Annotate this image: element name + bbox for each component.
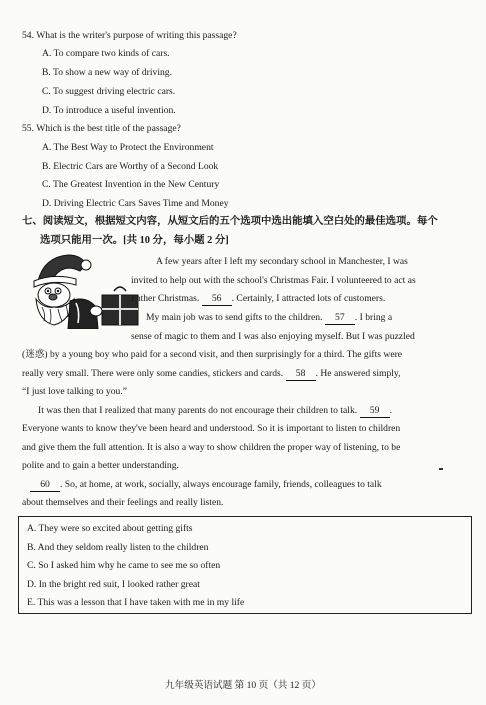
passage-line: about themselves and their feelings and really listen.: [22, 497, 224, 508]
question-55-option-a: A. The Best Way to Protect the Environment: [42, 142, 214, 153]
blank-58[interactable]: 58: [286, 368, 316, 381]
passage-text: My main job was to send gifts to the children.: [146, 312, 323, 323]
blank-60[interactable]: 60: [30, 479, 60, 492]
blank-59[interactable]: 59: [360, 405, 390, 418]
passage-text: It was then that I realized that many parents do not encourage their children to talk.: [38, 405, 358, 416]
passage-line: sense of magic to them and I was also enjoying myself. But I was puzzled: [131, 331, 415, 342]
page-footer: 九年级英语试题 第 10 页（共 12 页）: [165, 680, 321, 691]
section-heading-line1: 七、阅读短文，根据短文内容，从短文后的五个选项中选出能填入空白处的最佳选项。每个: [22, 216, 438, 227]
passage-line: and give them the full attention. It is also a way to show children the proper way of listening, to be: [22, 442, 401, 453]
passage-line: A few years after I left my secondary school in Manchester, I was: [156, 256, 408, 267]
question-54-option-d: D. To introduce a useful invention.: [42, 105, 176, 116]
passage-text: .: [389, 405, 392, 416]
passage-text: . So, at home, at work, socially, always encourage family, friends, colleagues to talk: [60, 479, 382, 490]
passage-line: [146, 312, 392, 325]
question-55-option-c: C. The Greatest Invention in the New Century: [42, 179, 220, 190]
passage-line: invited to help out with the school's Christmas Fair. I volunteered to act as: [131, 275, 416, 286]
passage-text: . He answered simply,: [315, 368, 401, 379]
santa-claus-illustration: [24, 251, 142, 329]
choices-box: [18, 516, 472, 614]
passage-text: Father Christmas.: [131, 293, 200, 304]
passage-line: “I just love talking to you.”: [22, 386, 127, 397]
passage-text: . I bring a: [354, 312, 393, 323]
passage-line: [30, 479, 382, 492]
choice-e: E. This was a lesson that I have taken with me in my life: [27, 597, 245, 608]
question-55-option-d: D. Driving Electric Cars Saves Time and Money: [42, 198, 229, 209]
passage-text: really very small. There were only some candies, stickers and cards.: [22, 368, 284, 379]
passage-line: polite and to gain a better understanding.: [22, 460, 179, 471]
blank-57[interactable]: 57: [325, 312, 355, 325]
passage-line: [22, 368, 400, 381]
question-54-option-a: A. To compare two kinds of cars.: [42, 48, 170, 59]
passage-line: Everyone wants to know they've been heard and understood. So it is important to listen to children: [22, 423, 401, 434]
passage-text: . Certainly, I attracted lots of customers.: [231, 293, 386, 304]
question-54-stem: 54. What is the writer's purpose of writing this passage?: [22, 30, 237, 41]
passage-line: [38, 405, 392, 418]
question-55-option-b: B. Electric Cars are Worthy of a Second Look: [42, 161, 219, 172]
choice-d: D. In the bright red suit, I looked rather great: [27, 579, 200, 590]
passage-line: [131, 293, 385, 306]
question-54-option-b: B. To show a new way of driving.: [42, 67, 172, 78]
passage-line: (迷惑) by a young boy who paid for a second visit, and then surprisingly for a third. The gifts were: [22, 349, 403, 360]
speck-mark: [439, 468, 443, 470]
choice-c: C. So I asked him why he came to see me so often: [27, 560, 221, 571]
blank-56[interactable]: 56: [202, 293, 232, 306]
choice-a: A. They were so excited about getting gifts: [27, 523, 193, 534]
section-heading-line2: 选项只能用一次。[共 10 分，每小题 2 分]: [40, 235, 229, 246]
question-54-option-c: C. To suggest driving electric cars.: [42, 86, 176, 97]
question-55-stem: 55. Which is the best title of the passage?: [22, 123, 181, 134]
choice-b: B. And they seldom really listen to the children: [27, 542, 209, 553]
